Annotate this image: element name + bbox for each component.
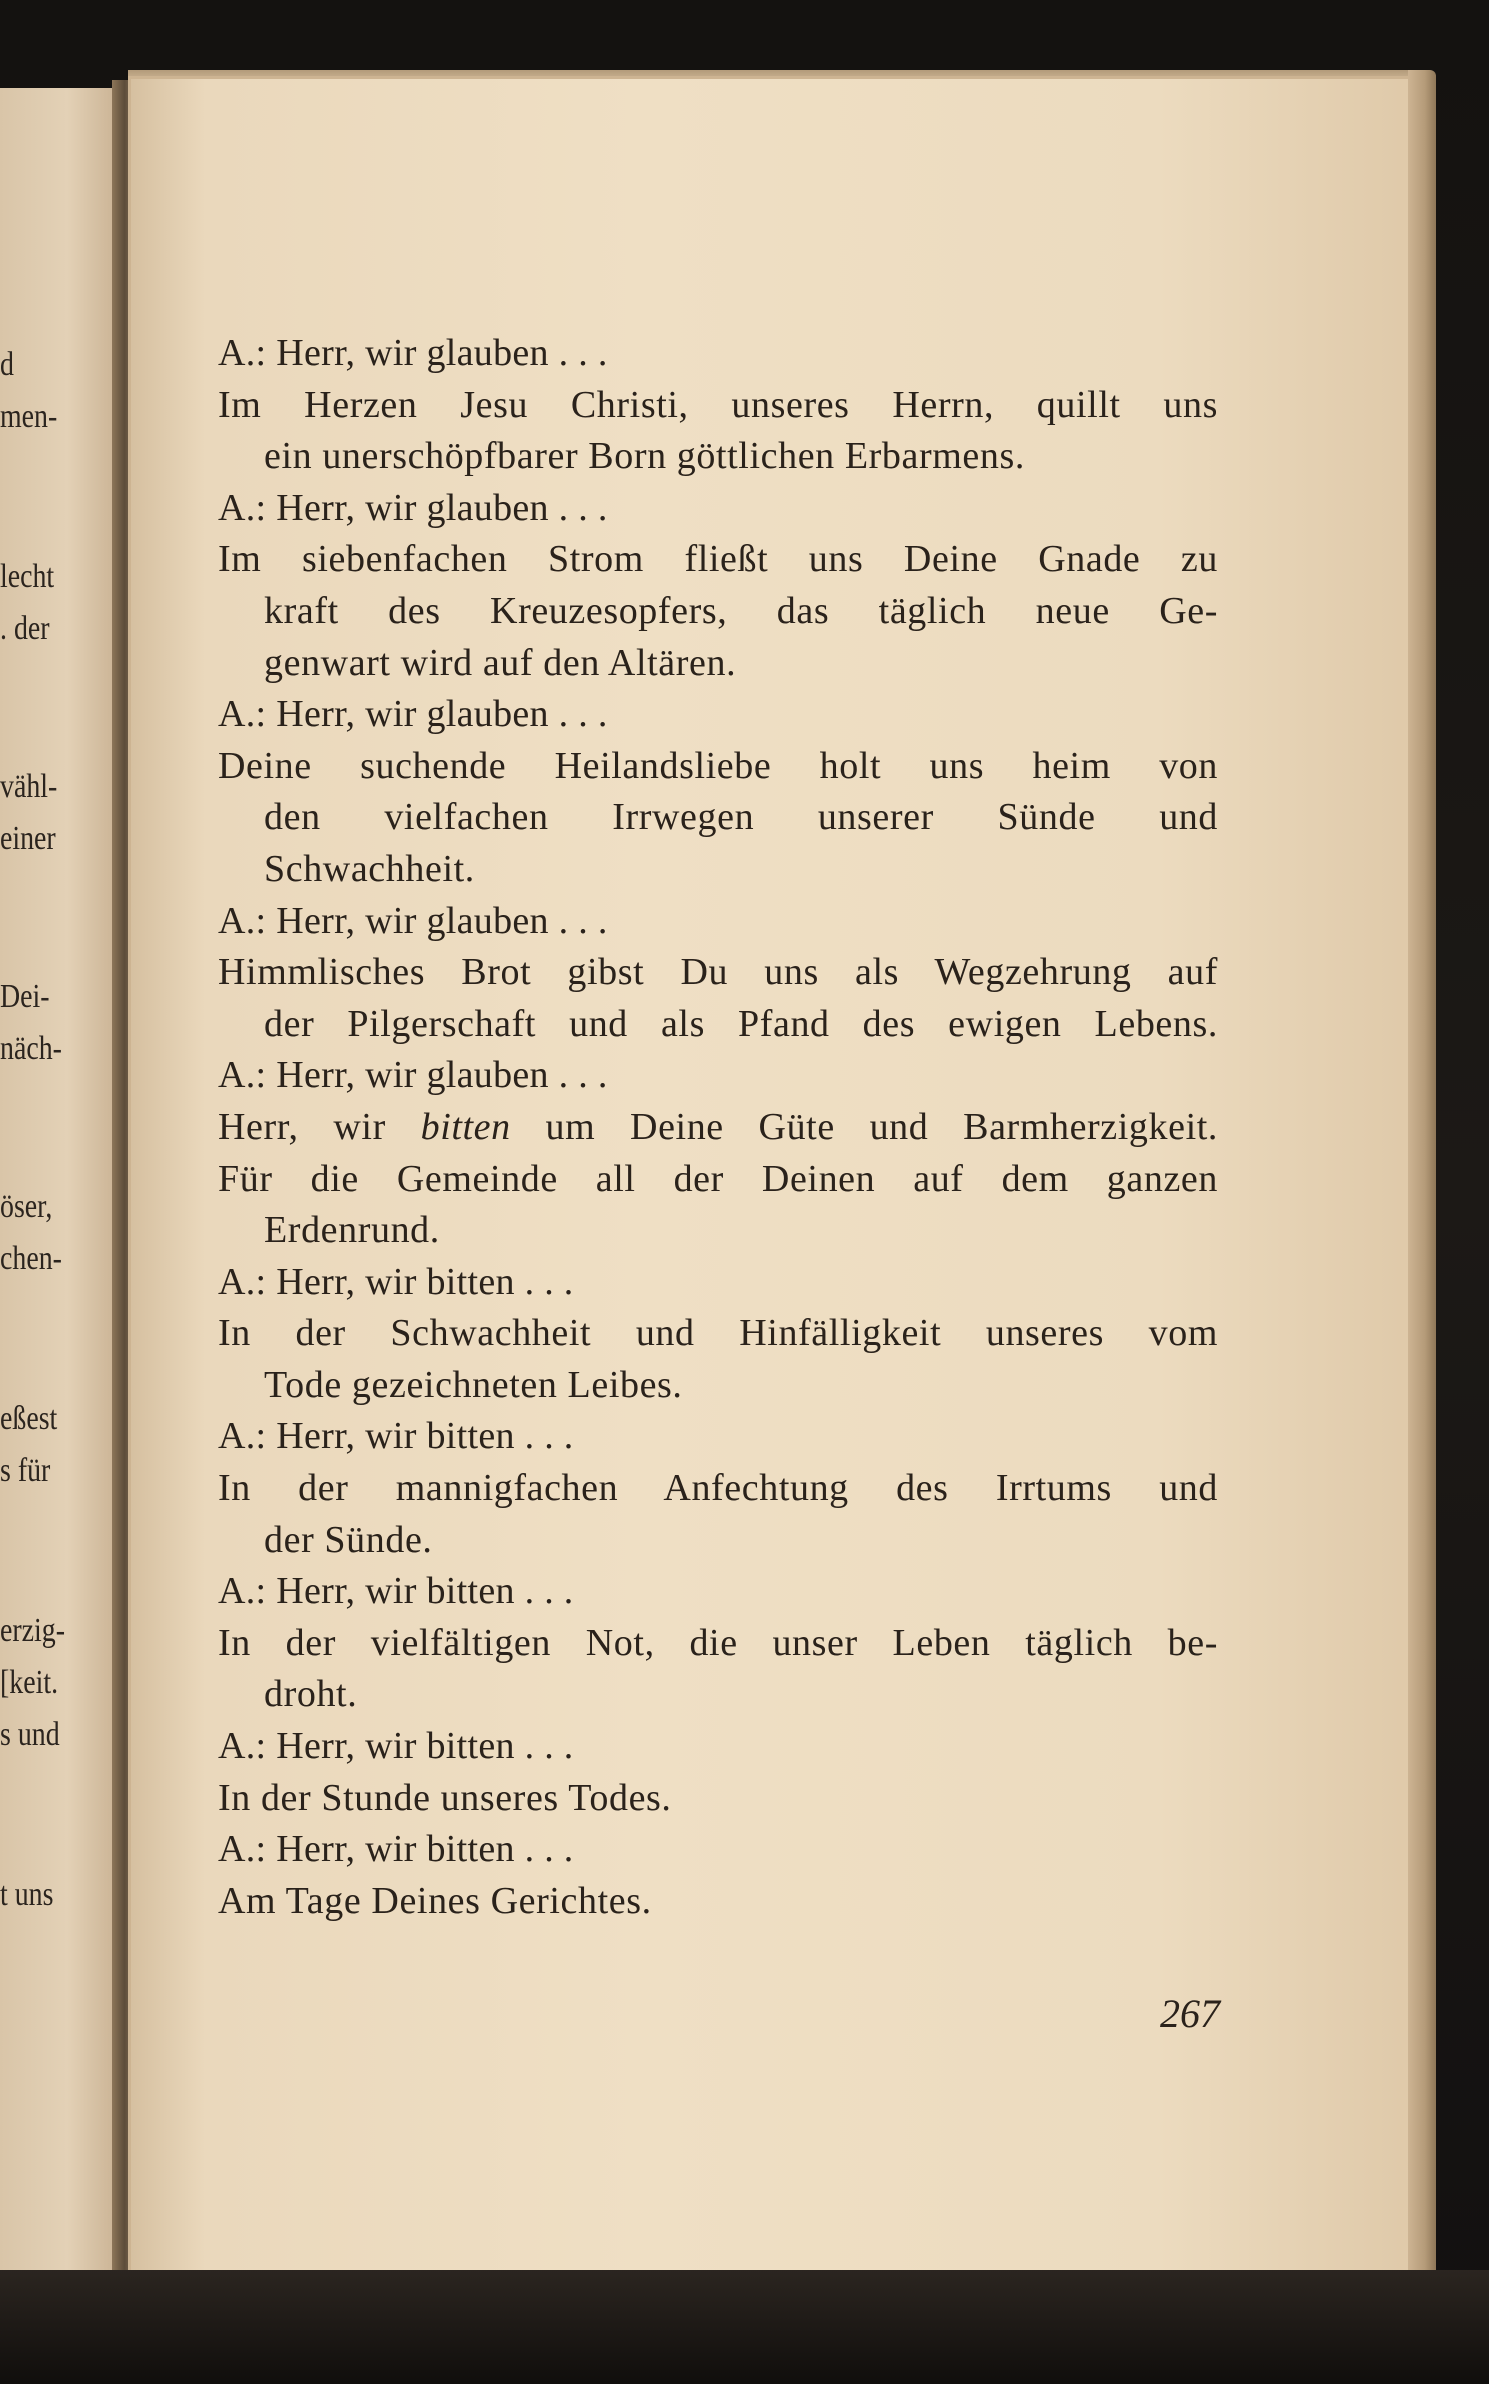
petition-continuation-line: genwart wird auf den Altären. xyxy=(264,641,737,684)
left-page-fragment: t uns xyxy=(0,1876,54,1913)
left-page-fragment: [keit. xyxy=(0,1664,59,1701)
petition-text: um Deine Güte und Barmherzigkeit. xyxy=(510,1105,1218,1148)
left-page xyxy=(0,88,122,2278)
response-line: A.: Herr, wir bitten . . . xyxy=(218,1828,574,1871)
petition-continuation-line: den vielfachen Irrwegen unserer Sünde und xyxy=(264,796,1218,839)
left-page-fragment: einer xyxy=(0,820,56,857)
petition-text: Herr, wir xyxy=(218,1105,421,1148)
response-line: A.: Herr, wir glauben . . . xyxy=(218,693,608,736)
petition-line: Himmlisches Brot gibst Du uns als Wegzehrung auf xyxy=(218,951,1218,994)
response-line: A.: Herr, wir glauben . . . xyxy=(218,486,608,529)
petition-continuation-line: Erdenrund. xyxy=(264,1209,440,1252)
litany-text xyxy=(218,328,1218,1927)
left-page-fragment: Dei- xyxy=(0,978,50,1015)
petition-continuation-line: der Pilgerschaft und als Pfand des ewigen Lebens. xyxy=(264,1002,1218,1045)
petition-continuation-line: kraft des Kreuzesopfers, das täglich neue Ge- xyxy=(264,589,1218,632)
petition-line: Für die Gemeinde all der Deinen auf dem ganzen xyxy=(218,1157,1218,1200)
petition-continuation-line: der Sünde. xyxy=(264,1518,433,1561)
page-fore-edge xyxy=(1408,70,1436,2290)
left-page-fragment: lecht xyxy=(0,558,55,595)
page-number: 267 xyxy=(1160,1991,1220,2036)
petition-continuation-line: droht. xyxy=(264,1673,358,1716)
left-page-fragment: öser, xyxy=(0,1188,53,1225)
response-line: A.: Herr, wir bitten . . . xyxy=(218,1415,574,1458)
left-page-fragment: men- xyxy=(0,398,58,435)
petition-line xyxy=(218,1102,1218,1154)
left-page-fragment: s und xyxy=(0,1716,60,1753)
petition-continuation-line: Tode gezeichneten Leibes. xyxy=(264,1363,683,1406)
petition-line: In der mannigfachen Anfechtung des Irrtums und xyxy=(218,1467,1218,1510)
petition-line: Deine suchende Heilandsliebe holt uns heim von xyxy=(218,744,1218,787)
response-line: A.: Herr, wir glauben . . . xyxy=(218,332,608,374)
left-page-fragment: . der xyxy=(0,610,50,647)
response-line: A.: Herr, wir glauben . . . xyxy=(218,899,608,942)
response-line: A.: Herr, wir glauben . . . xyxy=(218,1054,608,1097)
background-shadow xyxy=(0,2270,1489,2384)
petition-continuation-line: Schwachheit. xyxy=(264,847,475,890)
left-page-fragment: d xyxy=(0,346,14,383)
left-page-fragment: vähl- xyxy=(0,768,58,805)
petition-line: In der vielfältigen Not, die unser Leben täglich be- xyxy=(218,1621,1218,1664)
petition-continuation-line: ein unerschöpfbarer Born göttlichen Erbarmens. xyxy=(264,435,1025,478)
response-line: A.: Herr, wir bitten . . . xyxy=(218,1725,574,1768)
left-page-fragment: s für xyxy=(0,1452,51,1489)
left-page-fragment: erzig- xyxy=(0,1612,66,1649)
left-page-fragment: näch- xyxy=(0,1030,62,1067)
petition-line: Im Herzen Jesu Christi, unseres Herrn, quillt uns xyxy=(218,383,1218,426)
petition-line: In der Stunde unseres Todes. xyxy=(218,1776,672,1819)
left-page-fragment: chen- xyxy=(0,1240,62,1277)
response-line: A.: Herr, wir bitten . . . xyxy=(218,1570,574,1613)
petition-line: Im siebenfachen Strom fließt uns Deine Gnade zu xyxy=(218,538,1218,581)
emphasized-word: bitten xyxy=(420,1105,511,1148)
petition-line: Am Tage Deines Gerichtes. xyxy=(218,1879,652,1922)
response-line: A.: Herr, wir bitten . . . xyxy=(218,1260,574,1303)
petition-line: In der Schwachheit und Hinfälligkeit unseres vom xyxy=(218,1312,1218,1355)
left-page-fragment: eßest xyxy=(0,1400,58,1437)
